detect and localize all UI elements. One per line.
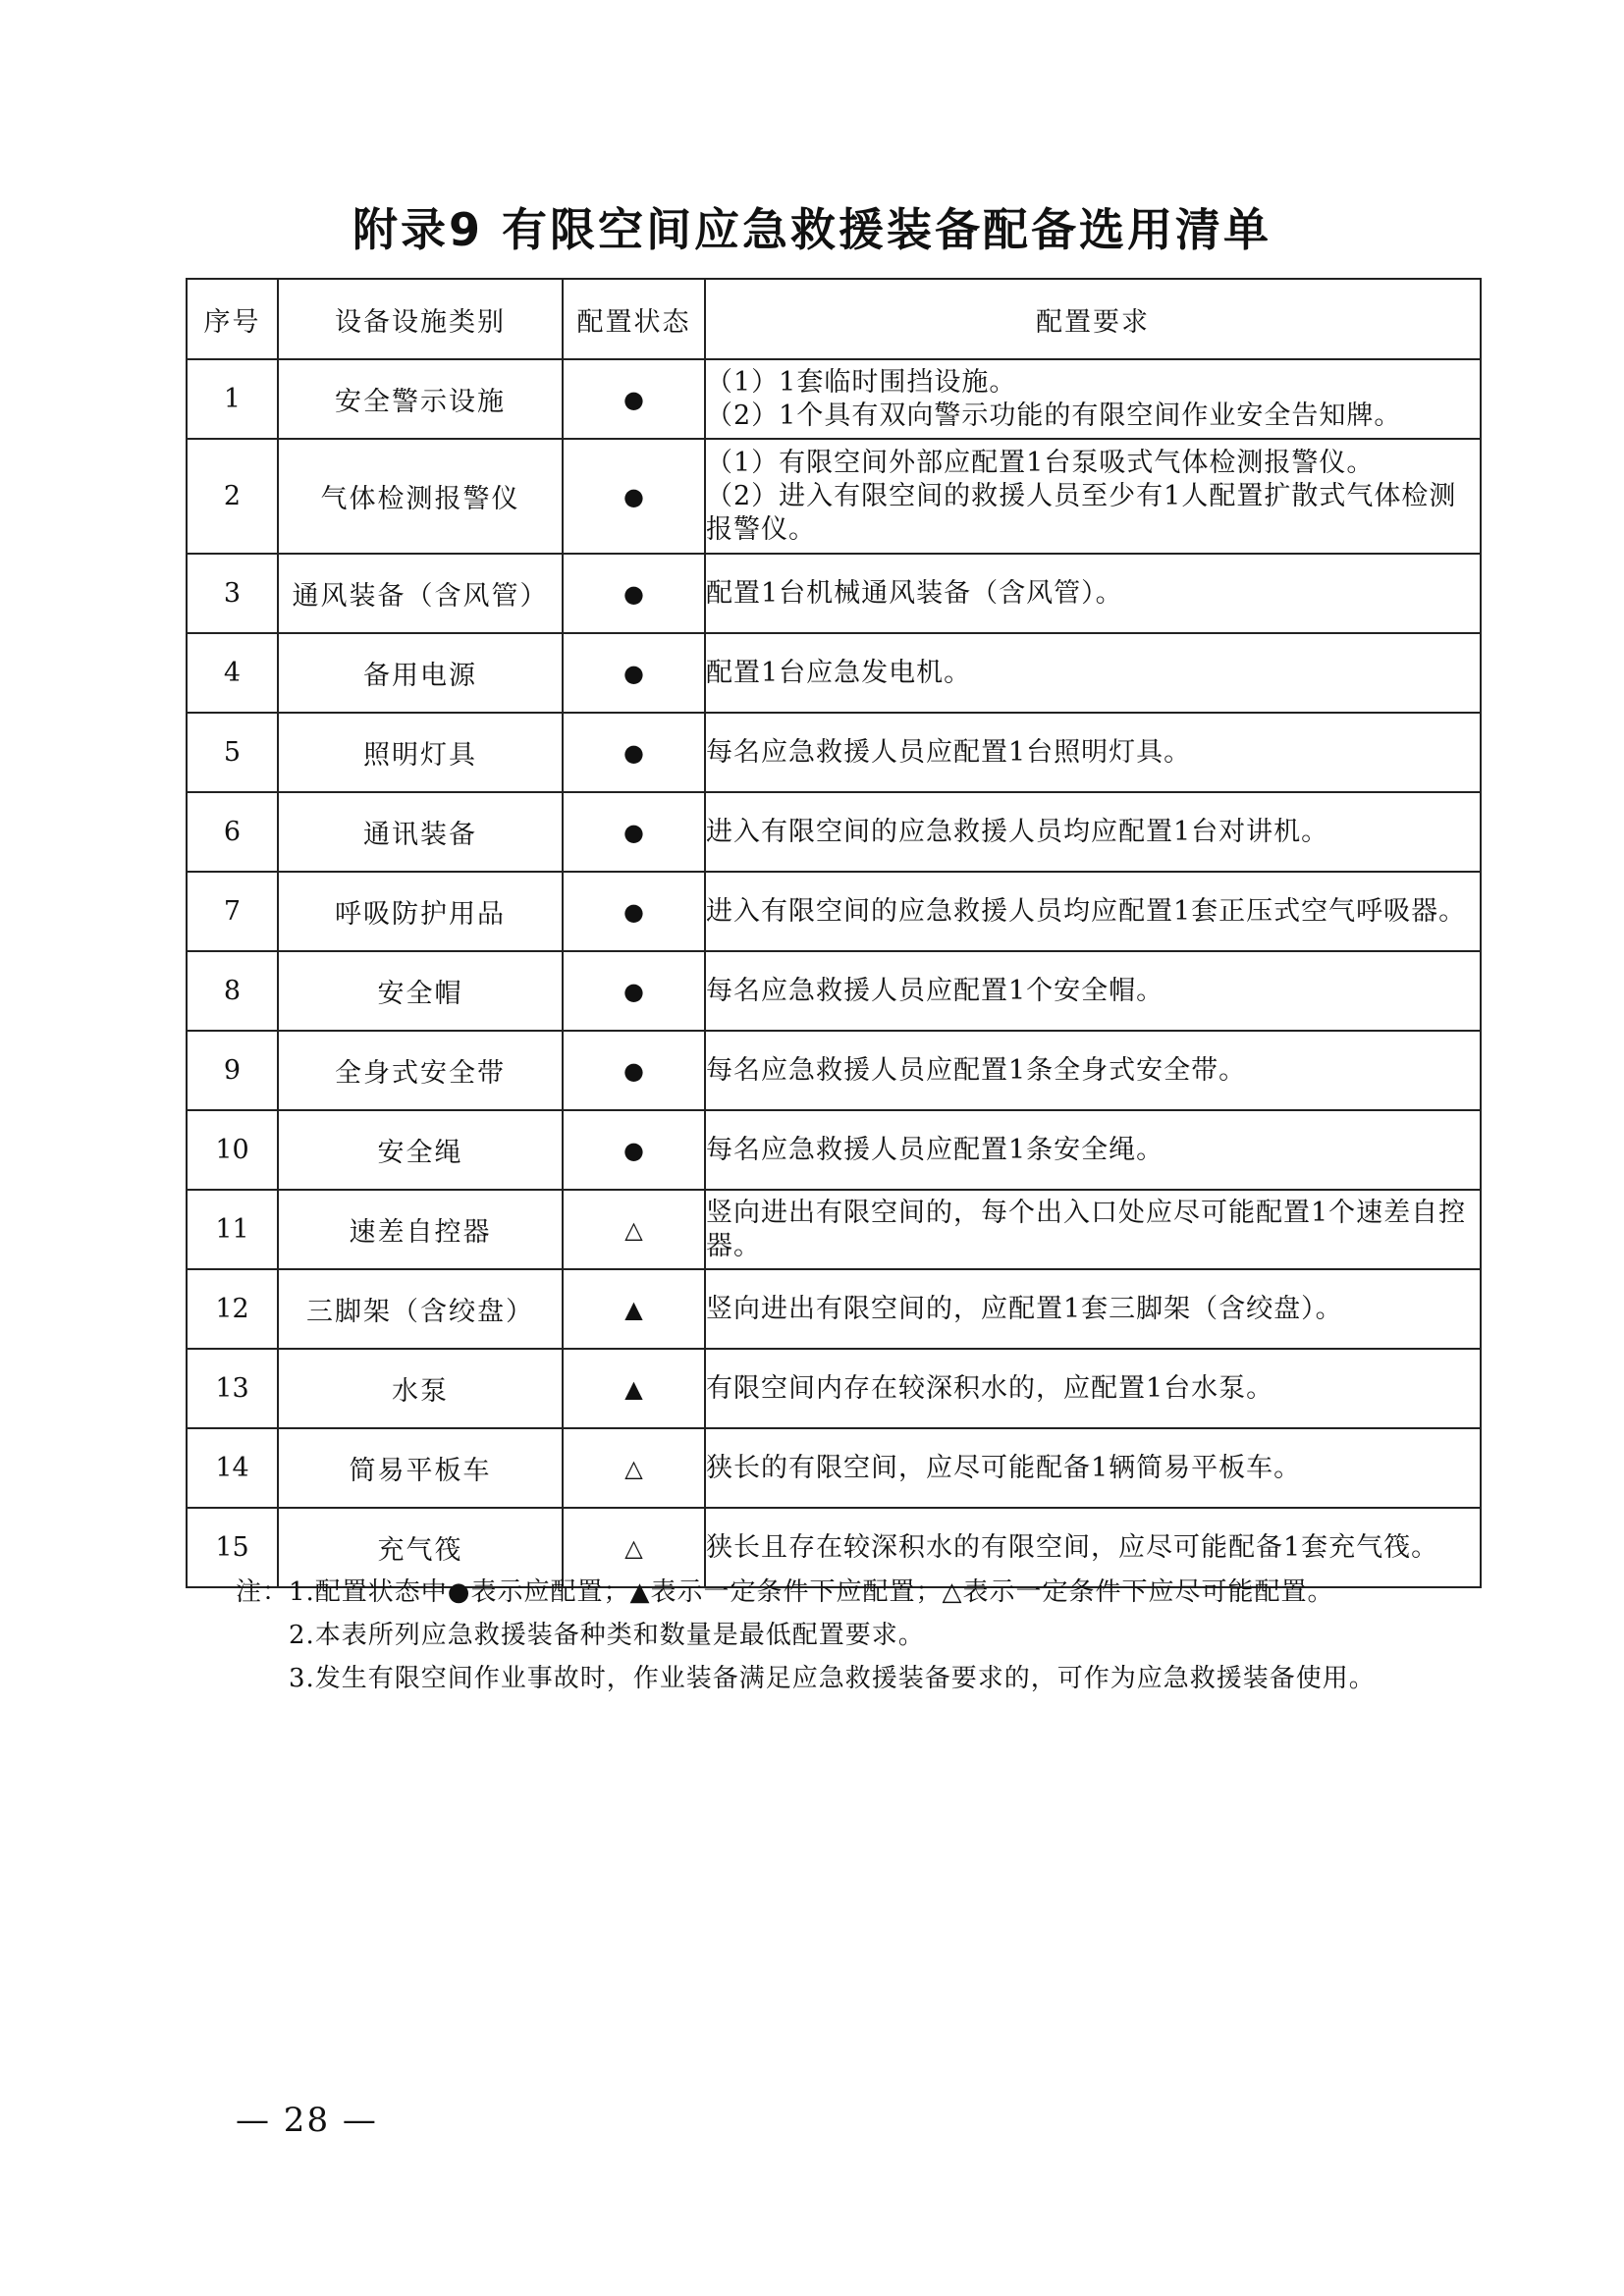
row-number: 3 [187,554,278,633]
requirement-line: 每名应急救援人员应配置1条全身式安全带。 [706,1054,1247,1086]
equipment-category: 呼吸防护用品 [278,872,563,951]
requirement-line: 每名应急救援人员应配置1台照明灯具。 [706,736,1192,768]
config-requirements [705,713,1481,792]
config-status-symbol: ● [563,439,705,554]
note-line: 2.本表所列应急救援装备种类和数量是最低配置要求。 [289,1621,925,1650]
equipment-category: 速差自控器 [278,1190,563,1269]
config-status-symbol: ● [563,792,705,872]
config-status-symbol: △ [563,1428,705,1508]
equipment-category: 通风装备（含风管） [278,554,563,633]
requirement-line: 狭长且存在较深积水的有限空间，应尽可能配备1套充气筏。 [706,1531,1439,1563]
equipment-category: 简易平板车 [278,1428,563,1508]
equipment-category: 安全绳 [278,1110,563,1190]
equipment-category: 备用电源 [278,633,563,713]
page-number: — 28 — [236,2101,378,2140]
table-row [187,633,1481,713]
table-row [187,554,1481,633]
equipment-category: 通讯装备 [278,792,563,872]
table-header-row [187,279,1481,359]
row-number: 9 [187,1031,278,1110]
config-requirements [705,1349,1481,1428]
header-status: 配置状态 [563,279,705,359]
requirement-line: 配置1台机械通风装备（含风管）。 [706,577,1123,609]
config-status-symbol: ● [563,951,705,1031]
row-number: 7 [187,872,278,951]
requirement-line: 每名应急救援人员应配置1个安全帽。 [706,975,1164,1006]
requirement-line: （1）1套临时围挡设施。 [706,366,1017,398]
requirement-line: 配置1台应急发电机。 [706,657,972,688]
requirement-line: （2）进入有限空间的救援人员至少有1人配置扩散式气体检测报警仪。 [706,480,1457,545]
row-number: 14 [187,1428,278,1508]
table-row [187,1190,1481,1269]
requirement-line: （2）1个具有双向警示功能的有限空间作业安全告知牌。 [706,400,1402,431]
table-row [187,713,1481,792]
table-row [187,1031,1481,1110]
table-row [187,1110,1481,1190]
row-number: 11 [187,1190,278,1269]
config-status-symbol: ● [563,633,705,713]
equipment-category: 气体检测报警仪 [278,439,563,554]
row-number: 8 [187,951,278,1031]
equipment-category: 充气筏 [278,1508,563,1587]
equipment-table [186,278,1482,1588]
row-number: 10 [187,1110,278,1190]
header-category: 设备设施类别 [278,279,563,359]
config-requirements [705,359,1481,439]
table-row [187,439,1481,554]
config-requirements [705,792,1481,872]
row-number: 12 [187,1269,278,1349]
requirement-line: 进入有限空间的应急救援人员均应配置1台对讲机。 [706,816,1329,847]
config-status-symbol: △ [563,1190,705,1269]
row-number: 4 [187,633,278,713]
row-number: 15 [187,1508,278,1587]
config-status-symbol: ● [563,1110,705,1190]
table-row [187,792,1481,872]
row-number: 5 [187,713,278,792]
row-number: 2 [187,439,278,554]
equipment-category: 水泵 [278,1349,563,1428]
config-requirements [705,1031,1481,1110]
requirement-line: 有限空间内存在较深积水的，应配置1台水泵。 [706,1372,1274,1404]
header-no: 序号 [187,279,278,359]
table-row [187,359,1481,439]
config-status-symbol: ▲ [563,1269,705,1349]
table-row [187,1428,1481,1508]
config-requirements [705,439,1481,554]
note-line: 3.发生有限空间作业事故时，作业装备满足应急救援装备要求的，可作为应急救援装备使用。 [289,1664,1376,1693]
config-status-symbol: ● [563,713,705,792]
config-requirements [705,1110,1481,1190]
config-requirements [705,872,1481,951]
table-row [187,1269,1481,1349]
config-status-symbol: ● [563,1031,705,1110]
config-status-symbol: ● [563,554,705,633]
note-line: 注：1.配置状态中●表示应配置；▲表示一定条件下应配置；△表示一定条件下应尽可能配置。 [236,1577,1334,1607]
row-number: 13 [187,1349,278,1428]
config-requirements [705,1269,1481,1349]
table-row [187,872,1481,951]
page-title: 附录9 有限空间应急救援装备配备选用清单 [352,203,1272,256]
equipment-category: 安全帽 [278,951,563,1031]
notes [236,1571,1376,1700]
config-status-symbol: △ [563,1508,705,1587]
config-status-symbol: ● [563,872,705,951]
config-requirements [705,1190,1481,1269]
config-requirements [705,633,1481,713]
requirement-line: 狭长的有限空间，应尽可能配备1辆简易平板车。 [706,1452,1302,1483]
table-row [187,1349,1481,1428]
requirement-line: 每名应急救援人员应配置1条安全绳。 [706,1134,1164,1165]
requirement-line: 竖向进出有限空间的，每个出入口处应尽可能配置1个速差自控器。 [706,1197,1467,1261]
table-row [187,951,1481,1031]
equipment-category: 安全警示设施 [278,359,563,439]
equipment-category: 照明灯具 [278,713,563,792]
row-number: 6 [187,792,278,872]
config-requirements [705,951,1481,1031]
requirement-line: 竖向进出有限空间的，应配置1套三脚架（含绞盘）。 [706,1293,1343,1324]
row-number: 1 [187,359,278,439]
config-status-symbol: ● [563,359,705,439]
config-requirements [705,554,1481,633]
header-requirements: 配置要求 [705,279,1481,359]
config-requirements [705,1428,1481,1508]
config-status-symbol: ▲ [563,1349,705,1428]
equipment-category: 全身式安全带 [278,1031,563,1110]
requirement-line: （1）有限空间外部应配置1台泵吸式气体检测报警仪。 [706,447,1375,478]
equipment-category: 三脚架（含绞盘） [278,1269,563,1349]
requirement-line: 进入有限空间的应急救援人员均应配置1套正压式空气呼吸器。 [706,895,1467,927]
